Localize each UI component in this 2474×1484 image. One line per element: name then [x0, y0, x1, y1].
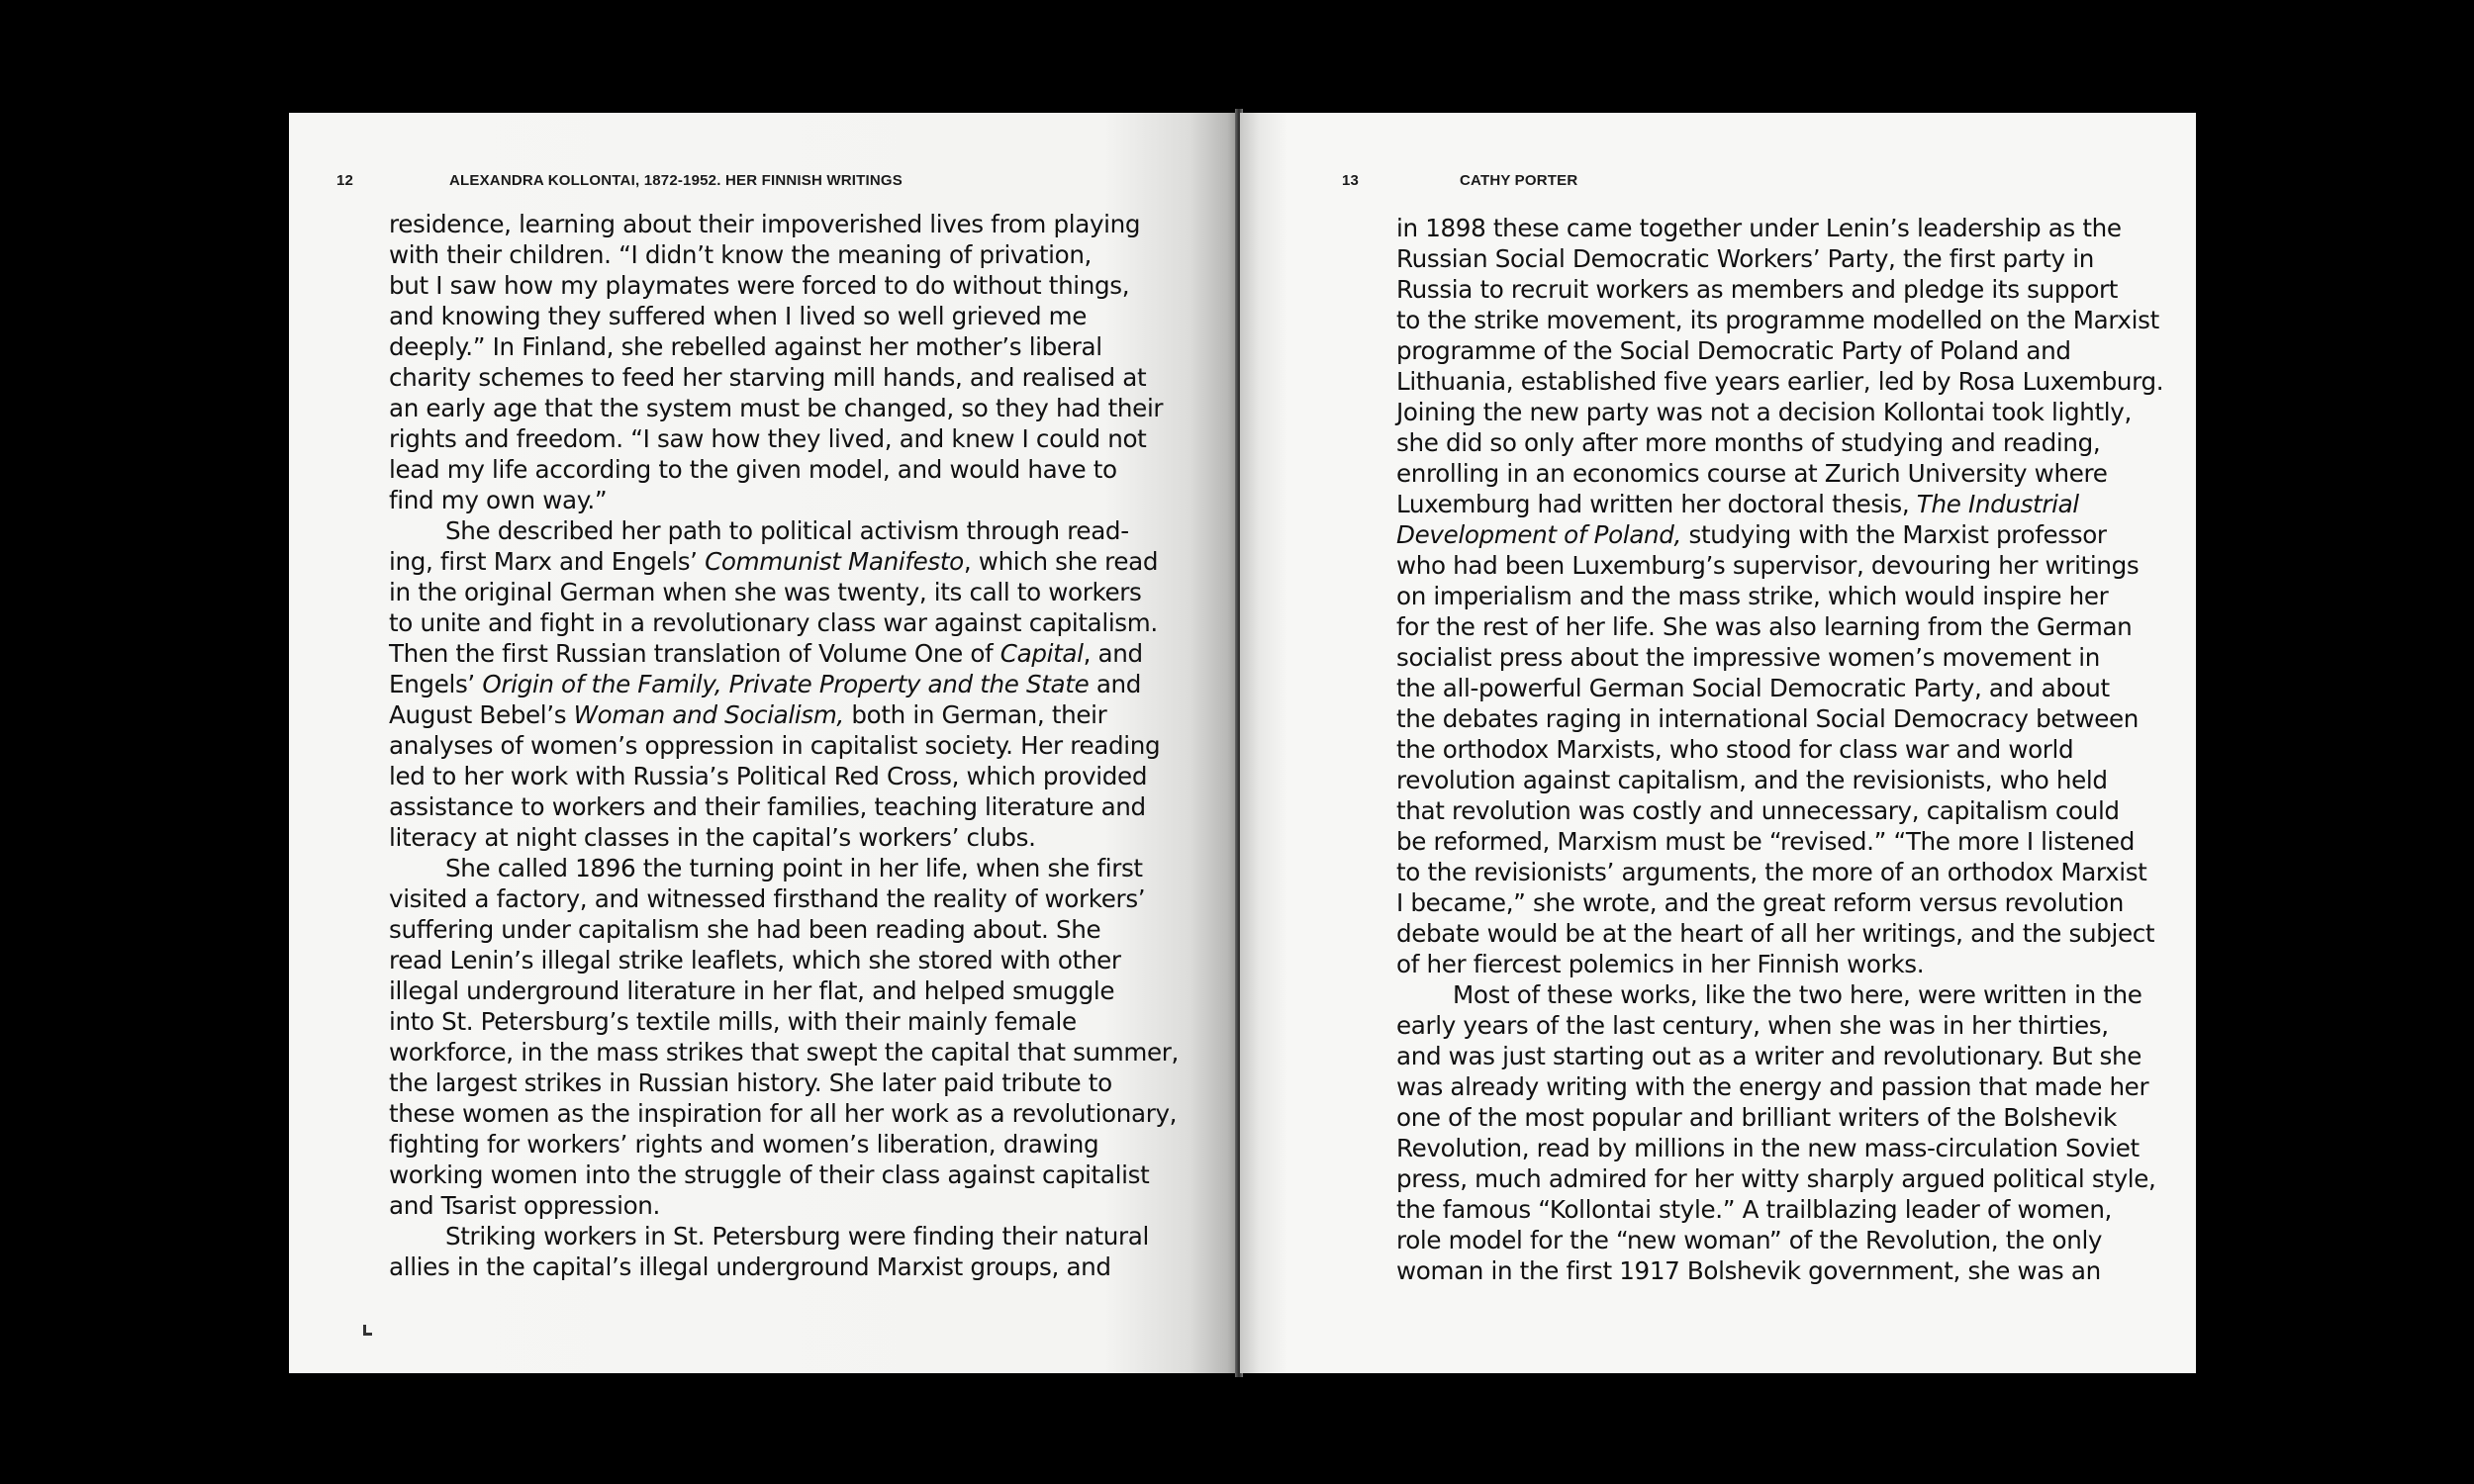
text-line: who had been Luxemburg’s supervisor, devouring her writings	[1396, 551, 2140, 580]
text-line: and knowing they suffered when I lived so well grieved me	[389, 302, 1088, 330]
text-line: she did so only after more months of studying and reading,	[1396, 428, 2101, 457]
text-line	[1396, 519, 2188, 550]
text-line: Most of these works, like the two here, were written in the	[1453, 980, 2142, 1009]
text-line: She called 1896 the turning point in her life, when she first	[445, 854, 1143, 882]
text-line	[389, 638, 1181, 669]
text-line: but I saw how my playmates were forced to do without things,	[389, 271, 1130, 300]
text-line: Striking workers in St. Petersburg were finding their natural	[445, 1222, 1149, 1251]
text-line: I became,” she wrote, and the great reform versus revolution	[1396, 888, 2124, 917]
text-line	[389, 699, 1181, 730]
text-line: for the rest of her life. She was also learning from the German	[1396, 612, 2133, 641]
book-title: Development of Poland,	[1396, 520, 1682, 549]
right-body-text	[1396, 213, 2188, 1286]
text-run: , and	[1083, 639, 1143, 668]
text-line: of her fiercest polemics in her Finnish works.	[1396, 950, 1925, 978]
text-line: that revolution was costly and unnecessary, capitalism could	[1396, 796, 2120, 825]
text-line: on imperialism and the mass strike, which would inspire her	[1396, 582, 2109, 610]
text-line: suffering under capitalism she had been reading about. She	[389, 915, 1101, 944]
text-line	[389, 669, 1181, 699]
text-run: and	[1089, 670, 1142, 698]
text-line: read Lenin’s illegal strike leaflets, which she stored with other	[389, 946, 1121, 974]
text-line: to unite and fight in a revolutionary class war against capitalism.	[389, 608, 1158, 637]
text-line: an early age that the system must be changed, so they had their	[389, 394, 1164, 422]
text-line: to the revisionists’ arguments, the more of an orthodox Marxist	[1396, 858, 2147, 886]
text-line: enrolling in an economics course at Zurich University where	[1396, 459, 2108, 488]
text-line: literacy at night classes in the capital’s workers’ clubs.	[389, 823, 1036, 852]
text-line: programme of the Social Democratic Party of Poland and	[1396, 336, 2071, 365]
text-line: in the original German when she was twenty, its call to workers	[389, 578, 1142, 606]
text-line: press, much admired for her witty sharply argued political style,	[1396, 1164, 2156, 1193]
text-run: both in German, their	[843, 700, 1107, 729]
text-line: and was just starting out as a writer and revolutionary. But she	[1396, 1042, 2142, 1070]
running-head-right: CATHY PORTER	[1460, 172, 1578, 189]
page-number-left: 12	[336, 172, 354, 189]
text-line: with their children. “I didn’t know the meaning of privation,	[389, 240, 1093, 269]
text-run: Engels’	[389, 670, 483, 698]
text-line: be reformed, Marxism must be “revised.” “The more I listened	[1396, 827, 2135, 856]
text-line: working women into the struggle of their class against capitalist	[389, 1160, 1150, 1189]
text-line: the debates raging in international Social Democracy between	[1396, 704, 2140, 733]
book-title: The Industrial	[1916, 490, 2079, 518]
text-line: role model for the “new woman” of the Revolution, the only	[1396, 1226, 2103, 1254]
book-title: Woman and Socialism,	[573, 700, 844, 729]
text-line: in 1898 these came together under Lenin’s leadership as the	[1396, 214, 2122, 242]
text-line: Revolution, read by millions in the new mass-circulation Soviet	[1396, 1134, 2140, 1162]
text-run: August Bebel’s	[389, 700, 574, 729]
text-line: illegal underground literature in her flat, and helped smuggle	[389, 976, 1115, 1005]
text-line: allies in the capital’s illegal underground Marxist groups, and	[389, 1252, 1111, 1281]
book-title: Communist Manifesto	[705, 547, 964, 576]
text-line: and Tsarist oppression.	[389, 1191, 660, 1220]
text-line	[1396, 489, 2188, 519]
book-title: Capital	[999, 639, 1084, 668]
text-line: the all-powerful German Social Democratic Party, and about	[1396, 674, 2110, 702]
text-line: the famous “Kollontai style.” A trailblazing leader of women,	[1396, 1195, 2113, 1224]
text-line: find my own way.”	[389, 486, 608, 514]
text-line: into St. Petersburg’s textile mills, with their mainly female	[389, 1007, 1077, 1036]
text-line: the orthodox Marxists, who stood for class war and world	[1396, 735, 2074, 764]
text-line: socialist press about the impressive women’s movement in	[1396, 643, 2100, 672]
text-run: ing, first Marx and Engels’	[389, 547, 706, 576]
left-body-text	[389, 209, 1181, 1282]
text-line: assistance to workers and their families, teaching literature and	[389, 792, 1146, 821]
text-line: analyses of women’s oppression in capitalist society. Her reading	[389, 731, 1161, 760]
text-line: revolution against capitalism, and the revisionists, who held	[1396, 766, 2108, 794]
page-number-right: 13	[1342, 172, 1360, 189]
text-line: rights and freedom. “I saw how they lived, and knew I could not	[389, 424, 1147, 453]
text-run: Luxemburg had written her doctoral thesis,	[1396, 490, 1917, 518]
left-page	[289, 113, 1237, 1373]
text-line: Lithuania, established five years earlier, led by Rosa Luxemburg.	[1396, 367, 2164, 396]
text-line: early years of the last century, when she was in her thirties,	[1396, 1011, 2109, 1040]
text-line: to the strike movement, its programme modelled on the Marxist	[1396, 306, 2159, 334]
text-line: led to her work with Russia’s Political Red Cross, which provided	[389, 762, 1148, 790]
text-run: studying with the Marxist professor	[1681, 520, 2107, 549]
text-line: residence, learning about their impoverished lives from playing	[389, 210, 1141, 238]
text-run: Then the first Russian translation of Volume One of	[389, 639, 1000, 668]
text-line: deeply.” In Finland, she rebelled against her mother’s liberal	[389, 332, 1102, 361]
crop-mark	[363, 1325, 372, 1336]
text-line: woman in the first 1917 Bolshevik government, she was an	[1396, 1256, 2101, 1285]
text-line: She described her path to political activism through read-	[445, 516, 1129, 545]
text-line: Joining the new party was not a decision Kollontai took lightly,	[1396, 398, 2132, 426]
text-line: workforce, in the mass strikes that swept the capital that summer,	[389, 1038, 1180, 1067]
text-line: Russian Social Democratic Workers’ Party, the first party in	[1396, 244, 2094, 273]
text-line: one of the most popular and brilliant writers of the Bolshevik	[1396, 1103, 2118, 1132]
text-line: the largest strikes in Russian history. She later paid tribute to	[389, 1068, 1112, 1097]
text-line: charity schemes to feed her starving mill hands, and realised at	[389, 363, 1147, 392]
text-line: fighting for workers’ rights and women’s liberation, drawing	[389, 1130, 1099, 1159]
text-run: , which she read	[963, 547, 1159, 576]
text-line: visited a factory, and witnessed firsthand the reality of workers’	[389, 884, 1146, 913]
running-head-left: ALEXANDRA KOLLONTAI, 1872-1952. HER FINNISH WRITINGS	[449, 172, 903, 189]
text-line: lead my life according to the given model, and would have to	[389, 455, 1117, 484]
text-line	[389, 546, 1181, 577]
text-line: Russia to recruit workers as members and pledge its support	[1396, 275, 2119, 304]
text-line: debate would be at the heart of all her writings, and the subject	[1396, 919, 2155, 948]
text-line: was already writing with the energy and passion that made her	[1396, 1072, 2149, 1101]
right-page	[1240, 113, 2196, 1373]
book-title: Origin of the Family, Private Property and the State	[482, 670, 1090, 698]
text-line: these women as the inspiration for all her work as a revolutionary,	[389, 1099, 1178, 1128]
